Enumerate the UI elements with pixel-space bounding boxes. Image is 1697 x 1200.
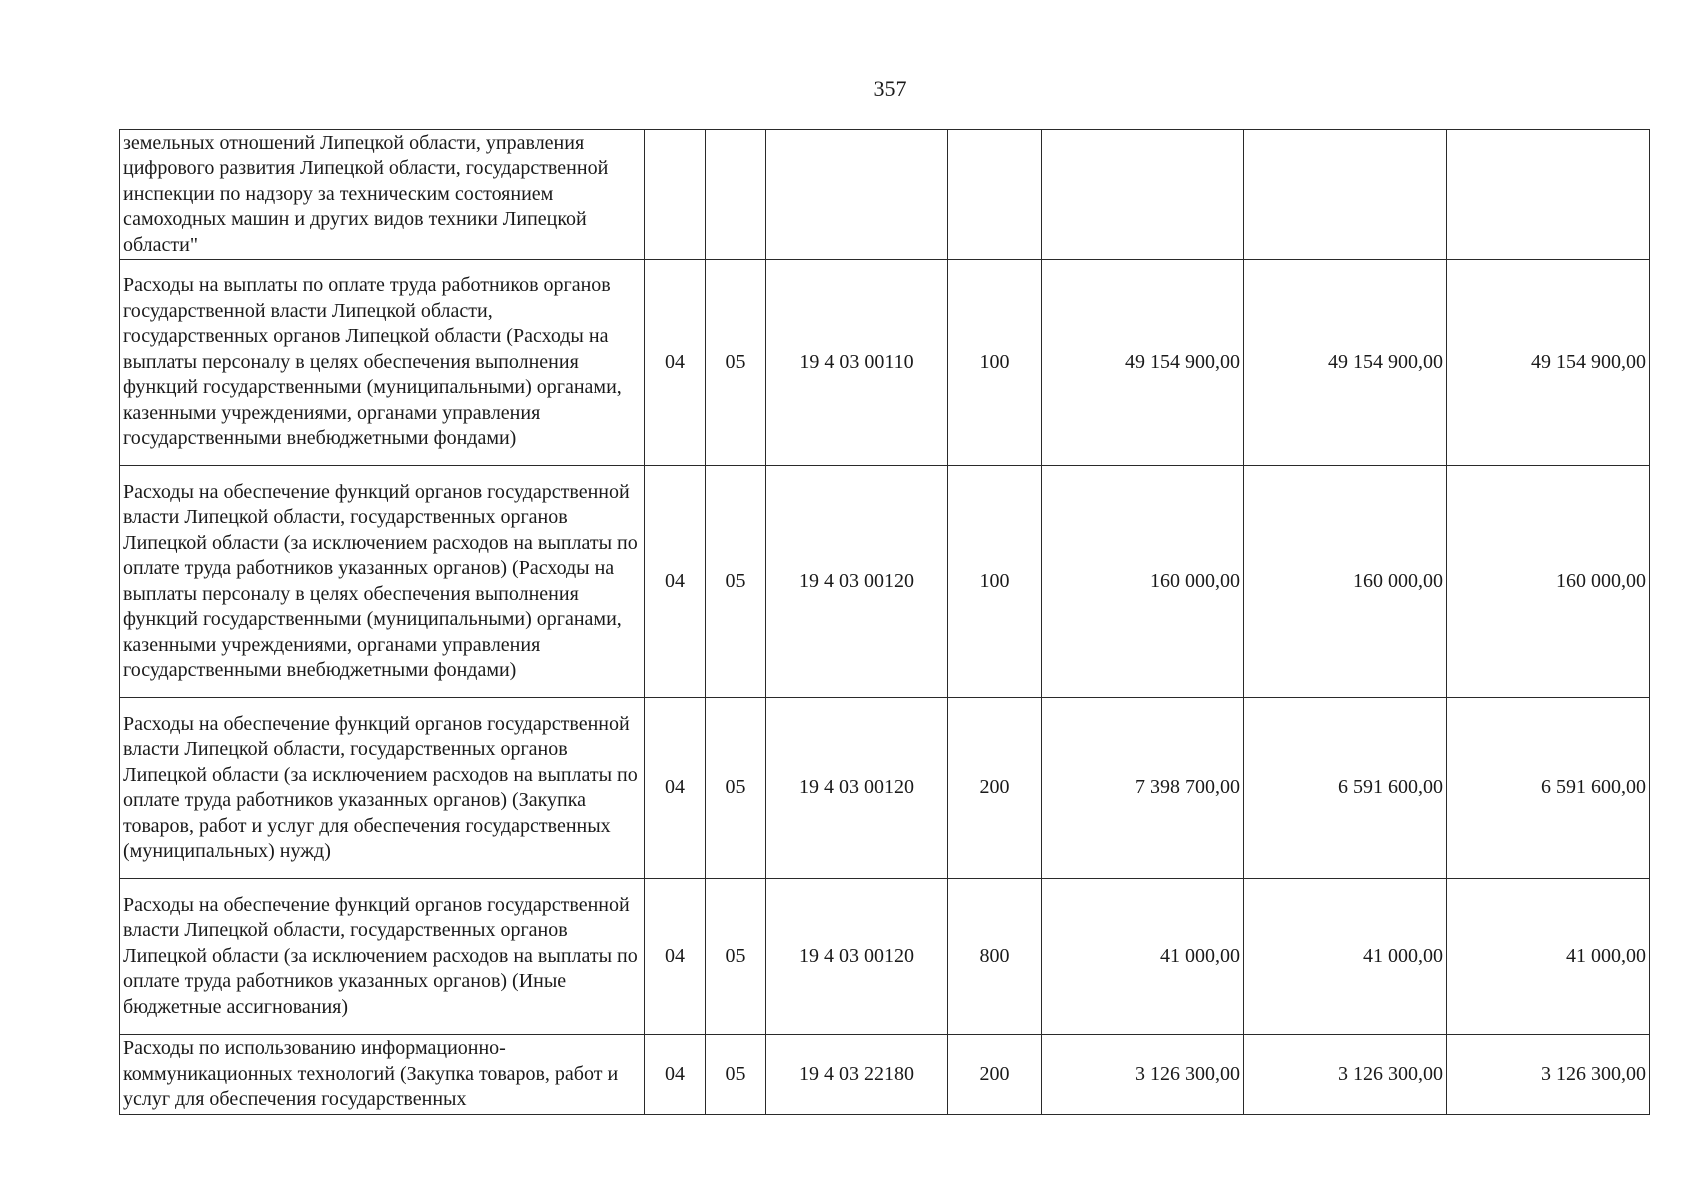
table-row	[120, 698, 1650, 879]
row-amount-3: 6 591 600,00	[1447, 698, 1650, 879]
table-row	[120, 130, 1650, 260]
row-subsection	[706, 130, 766, 260]
row-section: 04	[645, 879, 706, 1035]
row-subsection: 05	[706, 879, 766, 1035]
row-section: 04	[645, 466, 706, 698]
row-section: 04	[645, 698, 706, 879]
row-amount-2: 3 126 300,00	[1244, 1035, 1447, 1115]
row-target-article: 19 4 03 00120	[766, 466, 948, 698]
row-description: земельных отношений Липецкой области, управления цифрового развития Липецкой области, государственной инспекции по надзору за техническим состоянием самоходных машин и других видов техники Липецкой области"	[120, 130, 645, 260]
row-amount-1: 160 000,00	[1042, 466, 1244, 698]
page-number: 357	[873, 76, 907, 101]
table-row	[120, 260, 1650, 466]
row-subsection: 05	[706, 466, 766, 698]
row-amount-3: 3 126 300,00	[1447, 1035, 1650, 1115]
row-expense-type: 200	[948, 698, 1042, 879]
row-amount-2	[1244, 130, 1447, 260]
row-amount-1: 7 398 700,00	[1042, 698, 1244, 879]
row-amount-2: 6 591 600,00	[1244, 698, 1447, 879]
row-expense-type: 200	[948, 1035, 1042, 1115]
row-description: Расходы по использованию информационно-коммуникационных технологий (Закупка товаров, работ и услуг для обеспечения государственных	[120, 1035, 645, 1115]
row-description: Расходы на обеспечение функций органов государственной власти Липецкой области, государственных органов Липецкой области (за исключением расходов на выплаты по оплате труда работников указанных органов) (Иные бюджетные ассигнования)	[120, 879, 645, 1035]
row-amount-1	[1042, 130, 1244, 260]
row-expense-type: 100	[948, 260, 1042, 466]
row-subsection: 05	[706, 698, 766, 879]
row-amount-1: 41 000,00	[1042, 879, 1244, 1035]
row-description: Расходы на обеспечение функций органов государственной власти Липецкой области, государственных органов Липецкой области (за исключением расходов на выплаты по оплате труда работников указанных органов) (Закупка товаров, работ и услуг для обеспечения государственных (муниципальных) нужд)	[120, 698, 645, 879]
row-section: 04	[645, 260, 706, 466]
row-expense-type: 100	[948, 466, 1042, 698]
row-target-article: 19 4 03 00120	[766, 879, 948, 1035]
row-amount-2: 41 000,00	[1244, 879, 1447, 1035]
row-amount-2: 160 000,00	[1244, 466, 1447, 698]
row-amount-1: 49 154 900,00	[1042, 260, 1244, 466]
row-amount-3: 41 000,00	[1447, 879, 1650, 1035]
row-expense-type	[948, 130, 1042, 260]
budget-table	[119, 129, 1650, 1115]
table-row	[120, 1035, 1650, 1115]
row-subsection: 05	[706, 1035, 766, 1115]
row-section: 04	[645, 1035, 706, 1115]
row-amount-2: 49 154 900,00	[1244, 260, 1447, 466]
row-subsection: 05	[706, 260, 766, 466]
row-amount-3: 160 000,00	[1447, 466, 1650, 698]
row-target-article: 19 4 03 22180	[766, 1035, 948, 1115]
row-amount-1: 3 126 300,00	[1042, 1035, 1244, 1115]
table-row	[120, 879, 1650, 1035]
row-section	[645, 130, 706, 260]
row-description: Расходы на выплаты по оплате труда работников органов государственной власти Липецкой области, государственных органов Липецкой области (Расходы на выплаты персоналу в целях обеспечения выполнения функций государственными (муниципальными) органами, казенными учреждениями, органами управления государственными внебюджетными фондами)	[120, 260, 645, 466]
row-target-article: 19 4 03 00110	[766, 260, 948, 466]
row-description: Расходы на обеспечение функций органов государственной власти Липецкой области, государственных органов Липецкой области (за исключением расходов на выплаты по оплате труда работников указанных органов) (Расходы на выплаты персоналу в целях обеспечения выполнения функций государственными (муниципальными) органами, казенными учреждениями, органами управления государственными внебюджетными фондами)	[120, 466, 645, 698]
row-target-article	[766, 130, 948, 260]
row-amount-3: 49 154 900,00	[1447, 260, 1650, 466]
row-target-article: 19 4 03 00120	[766, 698, 948, 879]
row-expense-type: 800	[948, 879, 1042, 1035]
table-row	[120, 466, 1650, 698]
row-amount-3	[1447, 130, 1650, 260]
